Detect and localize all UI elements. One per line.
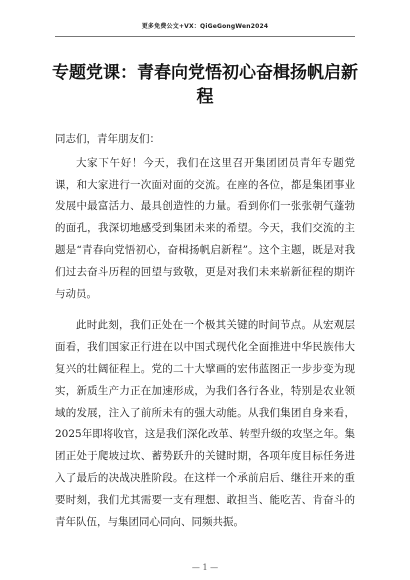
paragraph-2: 此时此刻，我们正处在一个极其关键的时间节点。从宏观层面看，我们国家正行进在以中国式现代化全面推进中华民族伟大复兴的壮阔征程上。党的二十大擘画的宏伟蓝图正一步步变为现实，新质生产力正在加速形成，为我们各行各业，特别是农业领域的发展，注入了前所未有的强大动能。从我们集团自身来看，2025年即将收官，这是我们深化改革、转型升级的攻坚之年。集团正处于爬坡过坎、蓄势跃升的关键时期，各项年度目标任务进入了最后的决战决胜阶段。在这样一个承前启后、继往开来的重要时刻，我们尤其需要一支有理想、敢担当、能吃苦、肯奋斗的青年队伍，与集团同心同向、同频共振。: [55, 319, 355, 528]
page-number: — 1 —: [191, 563, 219, 572]
document-title: 专题党课：青春向党悟初心奋楫扬帆启新程: [52, 63, 358, 107]
header-divider: [55, 36, 355, 37]
document-body: [55, 129, 355, 533]
paragraph-1: 大家下午好！今天，我们在这里召开集团团员青年专题党课，和大家进行一次面对面的交流。在座的各位，都是集团事业发展中最富活力、最具创造性的力量。看到你们一张张朝气蓬勃的面孔，我深切地感受到集团未来的希望。今天，我们交流的主题是“青春向党悟初心，奋楫扬帆启新程”。这个主题，既是对我们过去奋斗历程的回望与致敬，更是对我们未来崭新征程的期许与动员。: [55, 156, 355, 300]
greeting: 同志们，青年朋友们：: [55, 133, 160, 145]
page-header: 更多免费公文+VX：QiGeGongWen2024: [141, 23, 269, 30]
